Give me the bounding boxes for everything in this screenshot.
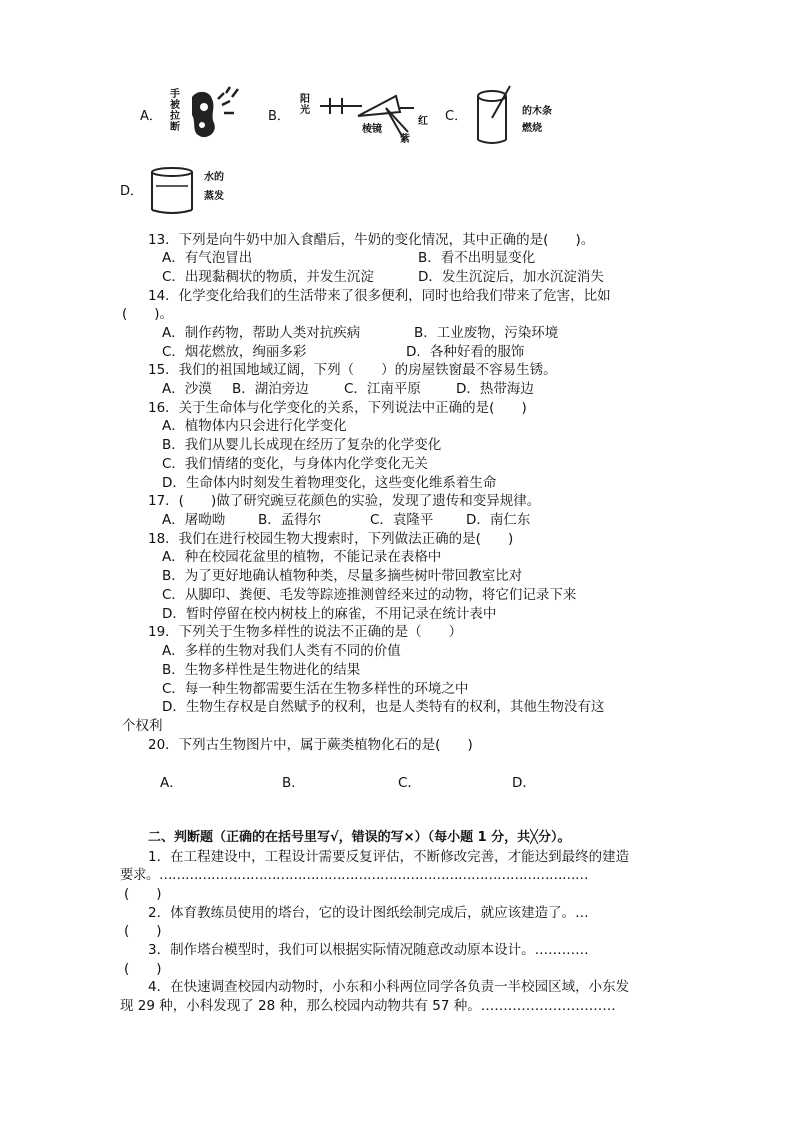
judgment-3-blank: ( )	[124, 961, 162, 977]
caption-red: 红	[418, 116, 428, 127]
q17-option-d: D．南仁东	[466, 512, 531, 528]
q14-option-a: A．制作药物，帮助人类对抗疾病	[162, 325, 361, 341]
q18-option-c: C．从脚印、粪便、毛发等踪迹推测曾经来过的动物，将它们记录下来	[162, 587, 577, 603]
judgment-1: 1．在工程建设中，工程设计需要反复评估，不断修改完善，才能达到最终的建造	[148, 849, 630, 865]
judgment-4-cont: 现 29 种，小科发现了 28 种，那么校园内动物共有 57 种。…………………………	[120, 998, 616, 1014]
q19-option-c: C．每一种生物都需要生活在生物多样性的环境之中	[162, 681, 469, 697]
prism-drawing	[296, 86, 436, 146]
judgment-1-cont: 要求。………………………………………………………………………………………	[120, 867, 588, 883]
question-20: 20．下列古生物图片中，属于蕨类植物化石的是( )	[148, 737, 473, 753]
q20-option-b: B．	[282, 775, 305, 791]
q15-option-a: A．沙漠	[162, 381, 212, 397]
q16-option-c: C．我们情绪的变化，与身体内化学变化无关	[162, 456, 428, 472]
q14-option-c: C．烟花燃放，绚丽多彩	[162, 344, 307, 360]
question-17: 17．( )做了研究豌豆花颜色的实验，发现了遗传和变异规律。	[148, 493, 541, 509]
option-label-b: B．	[268, 109, 290, 124]
q18-option-b: B．为了更好地确认植物种类，尽量多摘些树叶带回教室比对	[162, 568, 523, 584]
q13-option-c: C．出现黏稠状的物质，并发生沉淀	[162, 269, 374, 285]
judgment-2-blank: ( )	[124, 923, 162, 939]
question-15: 15．我们的祖国地域辽阔，下列（ ）的房屋铁窗最不容易生锈。	[148, 362, 557, 378]
q16-option-b: B．我们从婴儿长成现在经历了复杂的化学变化	[162, 437, 442, 453]
question-16: 16．关于生命体与化学变化的关系，下列说法中正确的是( )	[148, 400, 527, 416]
q20-option-a: A．	[160, 775, 183, 791]
beaker-drawing	[146, 164, 246, 216]
q16-option-a: A．植物体内只会进行化学变化	[162, 418, 347, 434]
caption-sunlight: 阳 光	[300, 94, 310, 116]
q13-option-a: A．有气泡冒出	[162, 250, 253, 266]
q17-option-c: C．袁隆平	[370, 512, 434, 528]
question-14-tail: ( )。	[122, 306, 174, 322]
image-water-evaporation	[146, 164, 246, 216]
q13-option-d: D．发生沉淀后，加水沉淀消失	[418, 269, 604, 285]
question-14: 14．化学变化给我们的生活带来了很多便利，同时也给我们带来了危害，比如	[148, 288, 611, 304]
q19-option-b: B．生物多样性是生物进化的结果	[162, 662, 361, 678]
q18-option-a: A．种在校园花盆里的植物，不能记录在表格中	[162, 549, 442, 565]
option-label-c: C．	[445, 109, 468, 124]
caption-hand: 手 被 拉 断	[170, 89, 180, 133]
q16-option-d: D．生命体内时刻发生着物理变化，这些变化维系着生命	[162, 475, 497, 491]
option-label-d: D．	[120, 184, 144, 199]
q19-option-d-tail: 个权利	[122, 718, 163, 734]
judgment-2: 2．体育教练员使用的塔台，它的设计图纸绘制完成后，就应该建造了。…	[148, 905, 589, 921]
q15-option-b: B．湖泊旁边	[232, 381, 309, 397]
q19-option-a: A．多样的生物对我们人类有不同的价值	[162, 643, 401, 659]
question-13: 13．下列是向牛奶中加入食醋后，牛奶的变化情况，其中正确的是( )。	[148, 232, 595, 248]
q15-option-c: C．江南平原	[344, 381, 421, 397]
image-hand-pulled-apart	[166, 85, 248, 147]
image-burning-stick	[470, 82, 590, 148]
q17-option-a: A．屠呦呦	[162, 512, 226, 528]
judgment-3: 3．制作塔台模型时，我们可以根据实际情况随意改动原本设计。…………	[148, 942, 589, 958]
image-prism-light	[296, 86, 436, 146]
question-19: 19．下列关于生物多样性的说法不正确的是（ ）	[148, 624, 463, 640]
caption-stick: 的木条 燃烧	[522, 106, 552, 134]
caption-prism: 棱镜	[362, 124, 382, 135]
caption-evaporation: 水的 蒸发	[204, 172, 224, 202]
q20-option-c: C．	[398, 775, 421, 791]
caption-violet: 紫	[400, 134, 410, 145]
q17-option-b: B．孟得尔	[258, 512, 322, 528]
q20-option-d: D．	[512, 775, 536, 791]
q15-option-d: D．热带海边	[456, 381, 534, 397]
q14-option-b: B．工业废物，污染环境	[414, 325, 559, 341]
judgment-4: 4．在快速调查校园内动物时，小东和小科两位同学各负责一半校园区域，小东发	[148, 979, 630, 995]
q18-option-d: D．暂时停留在校内树枝上的麻雀，不用记录在统计表中	[162, 606, 497, 622]
q13-option-b: B．看不出明显变化	[418, 250, 536, 266]
q19-option-d: D．生物生存权是自然赋予的权利，也是人类特有的权利，其他生物没有这	[162, 699, 605, 715]
judgment-1-blank: ( )	[124, 886, 162, 902]
option-label-a: A．	[140, 109, 162, 124]
section-2-title: 二、判断题（正确的在括号里写√，错误的写×）（每小题 1 分，共╳分）。	[148, 830, 571, 845]
q14-option-d: D．各种好看的服饰	[406, 344, 525, 360]
question-18: 18．我们在进行校园生物大搜索时，下列做法正确的是( )	[148, 531, 514, 547]
